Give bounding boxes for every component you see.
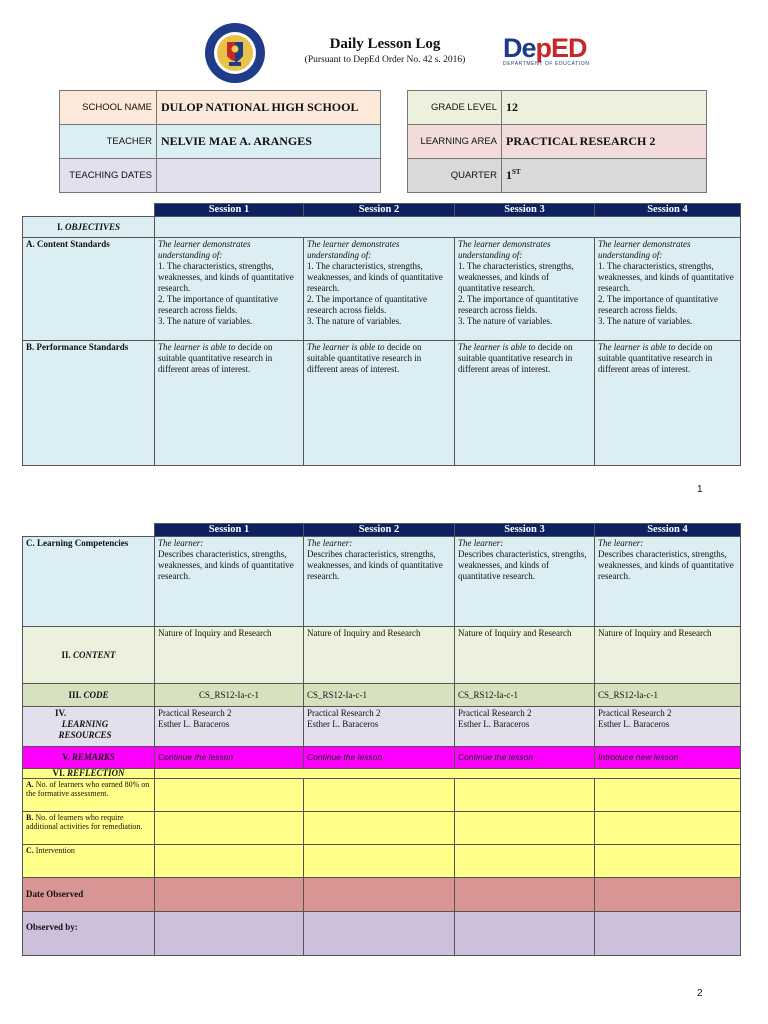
learning-resources-label: IV. LEARNING RESOURCES xyxy=(23,707,155,747)
date-observed-cell[interactable] xyxy=(304,878,455,912)
school-info-table xyxy=(59,90,381,193)
reflection-label: VI. REFLECTION xyxy=(23,769,155,779)
reflection-c-label: C. Intervention xyxy=(23,845,155,878)
resources-cell: Practical Research 2 Esther L. Baraceros xyxy=(304,707,455,747)
session-2-header: Session 2 xyxy=(304,524,455,537)
content-cell: Nature of Inquiry and Research xyxy=(455,627,595,684)
teacher-label: TEACHER xyxy=(60,125,157,159)
reflection-row xyxy=(155,769,741,779)
content-label: II. CONTENT xyxy=(23,627,155,684)
reflection-c-cell xyxy=(155,845,304,878)
reflection-a-label: A. No. of learners who earned 80% on the formative assessment. xyxy=(23,779,155,812)
deped-logo: DepED DEPARTMENT OF EDUCATION xyxy=(503,32,603,80)
content-standards-cell: The learner demonstrates understanding of: 1. The characteristics, strengths, weaknesses, and kinds of quantitative research. 2. The importance of quantitative research across fields. 3. The nature of variables. xyxy=(455,238,595,341)
grade-level-value: 12 xyxy=(502,91,707,125)
observed-by-label: Observed by: xyxy=(23,912,155,956)
code-cell: CS_RS12-Ia-c-1 xyxy=(595,684,741,707)
deped-department-text: DEPARTMENT OF EDUCATION xyxy=(503,61,590,67)
content-standards-label: A. Content Standards xyxy=(23,238,155,341)
page-number-2: 2 xyxy=(697,988,703,999)
code-label: III. CODE xyxy=(23,684,155,707)
school-name-value: DULOP NATIONAL HIGH SCHOOL xyxy=(157,91,381,125)
resources-cell: Practical Research 2 Esther L. Baraceros xyxy=(595,707,741,747)
session-3-header: Session 3 xyxy=(455,524,595,537)
content-cell: Nature of Inquiry and Research xyxy=(595,627,741,684)
session-4-header: Session 4 xyxy=(595,524,741,537)
content-cell: Nature of Inquiry and Research xyxy=(304,627,455,684)
reflection-a-cell xyxy=(595,779,741,812)
date-observed-cell[interactable] xyxy=(455,878,595,912)
session-1-header: Session 1 xyxy=(155,204,304,217)
performance-standards-cell: The learner is able to decide on suitable quantitative research in different areas of interest. xyxy=(455,341,595,466)
teaching-dates-label: TEACHING DATES xyxy=(60,159,157,193)
session-1-header: Session 1 xyxy=(155,524,304,537)
learning-area-label: LEARNING AREA xyxy=(408,125,502,159)
code-cell: CS_RS12-Ia-c-1 xyxy=(304,684,455,707)
quarter-label: QUARTER xyxy=(408,159,502,193)
page-subtitle: (Pursuant to DepEd Order No. 42 s. 2016) xyxy=(304,55,466,65)
content-standards-cell: The learner demonstrates understanding of: 1. The characteristics, strengths, weaknesses, and kinds of quantitative research. 2. The importance of quantitative research across fields. 3. The nature of variables. xyxy=(595,238,741,341)
reflection-b-cell xyxy=(595,812,741,845)
reflection-c-cell xyxy=(595,845,741,878)
performance-standards-cell: The learner is able to decide on suitable quantitative research in different areas of interest. xyxy=(155,341,304,466)
class-info-table xyxy=(407,90,707,193)
observed-by-cell[interactable] xyxy=(595,912,741,956)
reflection-a-cell xyxy=(304,779,455,812)
observed-by-cell[interactable] xyxy=(455,912,595,956)
content-standards-cell: The learner demonstrates understanding of: 1. The characteristics, strengths, weaknesses, and kinds of quantitative research. 2. The importance of quantitative research across fields. 3. The nature of variables. xyxy=(304,238,455,341)
reflection-b-label: B. No. of learners who require additional activities for remediation. xyxy=(23,812,155,845)
remarks-cell: Introduce new lesson xyxy=(595,747,741,769)
competencies-cell: The learner: Describes characteristics, strengths, weaknesses, and kinds of quantitative research. xyxy=(155,537,304,627)
quarter-value: 1ST xyxy=(502,159,707,193)
reflection-c-cell xyxy=(304,845,455,878)
page-number-1: 1 xyxy=(697,484,703,495)
learning-competencies-label: C. Learning Competencies xyxy=(23,537,155,627)
competencies-cell: The learner: Describes characteristics, strengths, weaknesses, and kinds of quantitative research. xyxy=(455,537,595,627)
reflection-b-cell xyxy=(155,812,304,845)
grade-level-label: GRADE LEVEL xyxy=(408,91,502,125)
date-observed-label: Date Observed xyxy=(23,878,155,912)
learning-area-value: PRACTICAL RESEARCH 2 xyxy=(502,125,707,159)
performance-standards-cell: The learner is able to decide on suitable quantitative research in different areas of interest. xyxy=(304,341,455,466)
performance-standards-label: B. Performance Standards xyxy=(23,341,155,466)
reflection-a-cell xyxy=(155,779,304,812)
session-2-header: Session 2 xyxy=(304,204,455,217)
objectives-row xyxy=(155,217,741,238)
reflection-b-cell xyxy=(304,812,455,845)
session-4-header: Session 4 xyxy=(595,204,741,217)
resources-cell: Practical Research 2 Esther L. Baraceros xyxy=(455,707,595,747)
page-title: Daily Lesson Log xyxy=(329,36,441,52)
school-name-label: SCHOOL NAME xyxy=(60,91,157,125)
objectives-label: I. OBJECTIVES xyxy=(23,217,155,238)
content-cell: Nature of Inquiry and Research xyxy=(155,627,304,684)
observed-by-cell[interactable] xyxy=(155,912,304,956)
deped-seal-logo xyxy=(200,22,270,84)
performance-standards-cell: The learner is able to decide on suitable quantitative research in different areas of interest. xyxy=(595,341,741,466)
remarks-cell: Continue the lesson xyxy=(455,747,595,769)
date-observed-cell[interactable] xyxy=(595,878,741,912)
reflection-c-cell xyxy=(455,845,595,878)
content-standards-cell: The learner demonstrates understanding of: 1. The characteristics, strengths, weaknesses, and kinds of quantitative research. 2. The importance of quantitative research across fields. 3. The nature of variables. xyxy=(155,238,304,341)
session-3-header: Session 3 xyxy=(455,204,595,217)
observed-by-cell[interactable] xyxy=(304,912,455,956)
reflection-b-cell xyxy=(455,812,595,845)
remarks-cell: Continue the lesson xyxy=(304,747,455,769)
objectives-table xyxy=(22,203,741,466)
code-cell: CS_RS12-Ia-c-1 xyxy=(455,684,595,707)
code-cell: CS_RS12-Ia-c-1 xyxy=(155,684,304,707)
resources-cell: Practical Research 2 Esther L. Baraceros xyxy=(155,707,304,747)
lesson-details-table xyxy=(22,523,741,956)
remarks-label: V. REMARKS xyxy=(23,747,155,769)
remarks-cell: Continue the lesson xyxy=(155,747,304,769)
teaching-dates-value xyxy=(157,159,381,193)
teacher-value: NELVIE MAE A. ARANGES xyxy=(157,125,381,159)
reflection-a-cell xyxy=(455,779,595,812)
competencies-cell: The learner: Describes characteristics, strengths, weaknesses, and kinds of quantitative research. xyxy=(304,537,455,627)
date-observed-cell[interactable] xyxy=(155,878,304,912)
competencies-cell: The learner: Describes characteristics, strengths, weaknesses, and kinds of quantitative research. xyxy=(595,537,741,627)
